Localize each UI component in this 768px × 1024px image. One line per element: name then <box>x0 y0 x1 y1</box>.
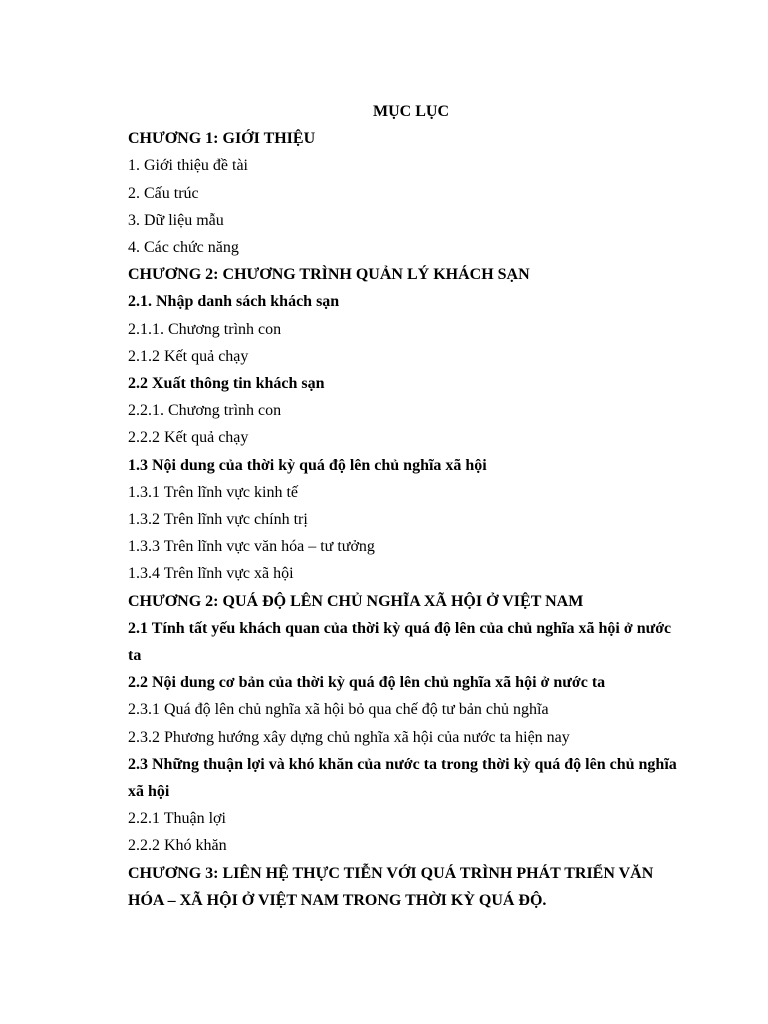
toc-entry: CHƯƠNG 3: LIÊN HỆ THỰC TIỄN VỚI QUÁ TRÌNH PHÁT TRIỂN VĂN HÓA – XÃ HỘI Ở VIỆT NAM TRONG THỜI KỲ QUÁ ĐỘ. <box>128 864 654 909</box>
toc-entry: 1. Giới thiệu đề tài <box>128 157 248 175</box>
toc-list <box>128 125 688 914</box>
toc-entry: 2.2 Nội dung cơ bản của thời kỳ quá độ lên chủ nghĩa xã hội ở nước ta <box>128 674 606 692</box>
toc-entry: 2.3.2 Phương hướng xây dựng chủ nghĩa xã hội của nước ta hiện nay <box>128 728 570 746</box>
document-page <box>128 98 688 914</box>
toc-entry: 4. Các chức năng <box>128 239 239 256</box>
toc-entry: 2.2.2 Kết quả chạy <box>128 429 249 447</box>
toc-entry: 1.3.2 Trên lĩnh vực chính trị <box>128 511 308 529</box>
toc-entry: 2.2 Xuất thông tin khách sạn <box>128 375 325 393</box>
toc-entry: 1.3 Nội dung của thời kỳ quá độ lên chủ nghĩa xã hội <box>128 456 487 474</box>
toc-entry: 2.1.2 Kết quả chạy <box>128 347 249 365</box>
toc-entry: 2.2.1. Chương trình con <box>128 402 282 420</box>
toc-entry: 2.1 Tính tất yếu khách quan của thời kỳ quá độ lên của chủ nghĩa xã hội ở nước ta <box>128 619 672 665</box>
toc-entry: CHƯƠNG 2: CHƯƠNG TRÌNH QUẢN LÝ KHÁCH SẠN <box>128 266 530 284</box>
toc-entry: CHƯƠNG 2: QUÁ ĐỘ LÊN CHỦ NGHĨA XÃ HỘI Ở VIỆT NAM <box>128 592 584 610</box>
page-title: MỤC LỤC <box>373 103 449 120</box>
toc-entry: 2.1.1. Chương trình con <box>128 320 282 338</box>
toc-entry: 3. Dữ liệu mẫu <box>128 211 224 229</box>
toc-entry: 2.2.1 Thuận lợi <box>128 810 226 828</box>
toc-entry: 2. Cấu trúc <box>128 184 199 202</box>
toc-entry: 2.3.1 Quá độ lên chủ nghĩa xã hội bỏ qua chế độ tư bản chủ nghĩa <box>128 701 549 719</box>
toc-entry: 2.3 Những thuận lợi và khó khăn của nước ta trong thời kỳ quá độ lên chủ nghĩa xã hội <box>128 755 677 801</box>
toc-entry: 1.3.3 Trên lĩnh vực văn hóa – tư tưởng <box>128 538 375 556</box>
toc-entry: CHƯƠNG 1: GIỚI THIỆU <box>128 130 316 148</box>
toc-entry: 1.3.4 Trên lĩnh vực xã hội <box>128 565 294 583</box>
toc-entry: 2.2.2 Khó khăn <box>128 837 227 855</box>
toc-entry: 2.1. Nhập danh sách khách sạn <box>128 293 340 311</box>
toc-entry: 1.3.1 Trên lĩnh vực kinh tế <box>128 483 299 501</box>
